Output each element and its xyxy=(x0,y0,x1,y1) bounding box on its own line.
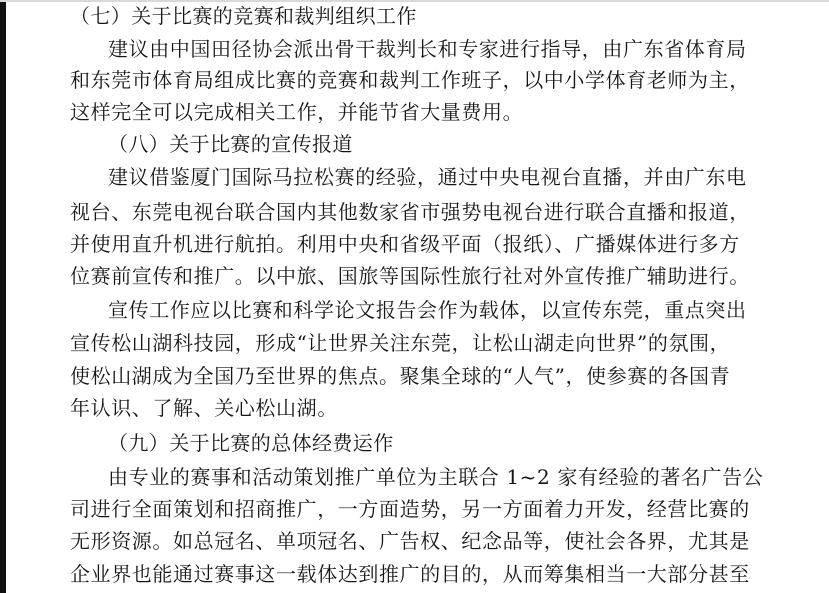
paragraph-line: 年认识、了解、关心松山湖。 xyxy=(70,396,338,420)
paragraph-line: 由专业的赛事和活动策划推广单位为主联合 1~2 家有经验的著名广告公 xyxy=(108,465,764,489)
paragraph-line: 建议由中国田径协会派出骨干裁判长和专家进行指导，由广东省体育局 xyxy=(108,37,747,61)
section-heading-7: （七）关于比赛的竞赛和裁判组织工作 xyxy=(70,4,417,28)
paragraph-line: 企业界也能通过赛事这一载体达到推广的目的，从而筹集相当一大部分甚至 xyxy=(70,562,750,586)
paragraph-line: 这样完全可以完成相关工作，并能节省大量费用。 xyxy=(70,100,524,124)
paragraph-line: 位赛前宣传和推广。以中旅、国旅等国际性旅行社对外宣传推广辅助进行。 xyxy=(70,264,750,288)
paragraph-line: 司进行全面策划和招商推广，一方面造势，另一方面着力开发，经营比赛的 xyxy=(70,497,750,521)
paragraph-line: 建议借鉴厦门国际马拉松赛的经验，通过中央电视台直播，并由广东电 xyxy=(108,165,747,189)
paragraph-line: 宣传松山湖科技园，形成“让世界关注东莞，让松山湖走向世界”的氛围， xyxy=(70,331,731,355)
paragraph-line: 使松山湖成为全国乃至世界的焦点。聚集全球的“人气”，使参赛的各国青 xyxy=(70,364,731,388)
section-heading-8: （八）关于比赛的宣传报道 xyxy=(108,132,353,156)
paragraph-line: 无形资源。如总冠名、单项冠名、广告权、纪念品等，使社会各界，尤其是 xyxy=(70,529,750,553)
paragraph-line: 并使用直升机进行航拍。利用中央和省级平面（报纸）、广播媒体进行多方 xyxy=(70,232,740,256)
paragraph-line: 和东莞市体育局组成比赛的竞赛和裁判工作班子，以中小学体育老师为主， xyxy=(70,68,750,92)
section-heading-9: （九）关于比赛的总体经费运作 xyxy=(108,431,394,455)
paragraph-line: 宣传工作应以比赛和科学论文报告会作为载体，以宣传东莞，重点突出 xyxy=(108,298,747,322)
paragraph-line: 视台、东莞电视台联合国内其他数家省市强势电视台进行联合直播和报道， xyxy=(70,200,750,224)
